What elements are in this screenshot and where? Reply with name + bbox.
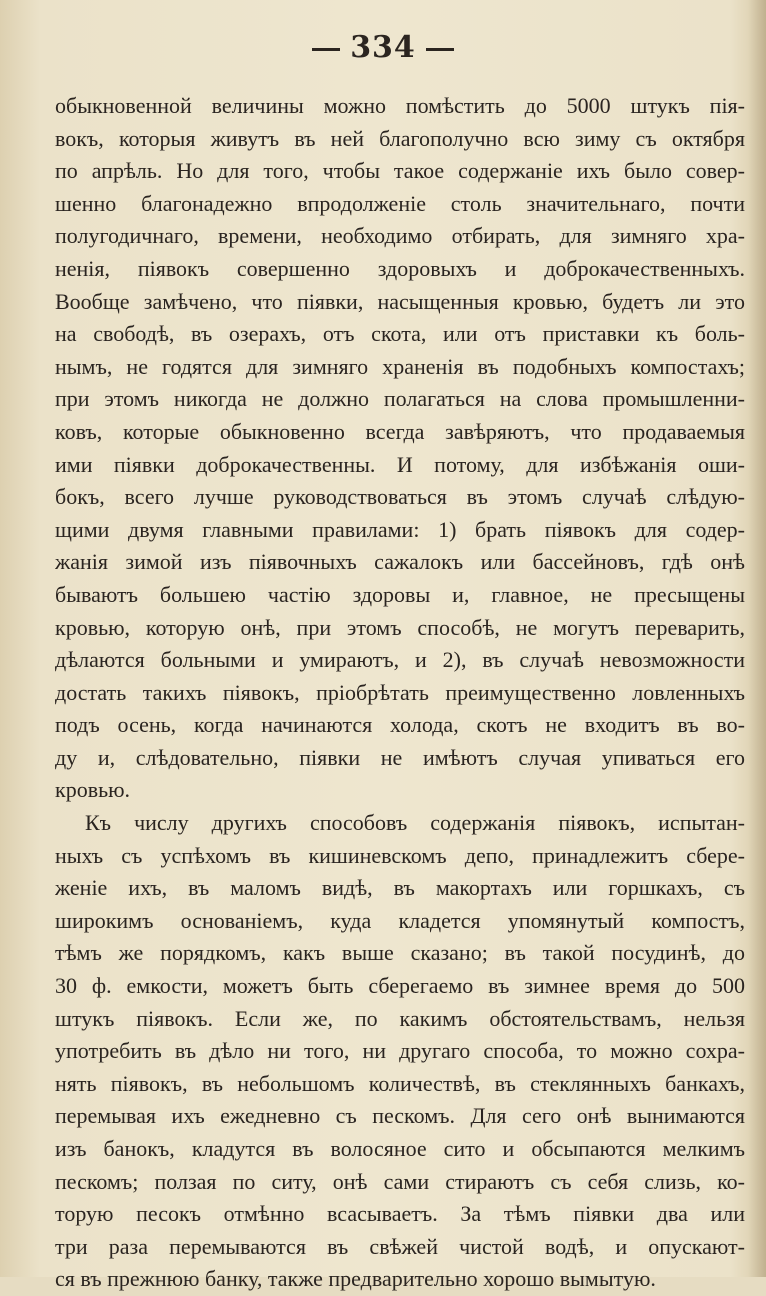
page-number: 334: [350, 30, 416, 65]
text-line: тѣмъ же порядкомъ, какъ выше сказано; въ такой посудинѣ, до: [55, 940, 745, 966]
text-line: на свободѣ, въ озерахъ, отъ скота, или отъ приставки къ боль-: [55, 321, 745, 347]
text-line: употребить въ дѣло ни того, ни другаго способа, то можно сохра-: [55, 1038, 745, 1064]
text-line: шенно благонадежно впродолженіе столь значительнаго, почти: [55, 190, 745, 216]
text-line: изъ банокъ, кладутся въ волосяное сито и обсыпаются мелкимъ: [55, 1136, 745, 1161]
text-line: нымъ, не годятся для зимняго храненія въ подобныхъ компостахъ;: [55, 353, 745, 379]
text-line: Къ числу другихъ способовъ содержанія піявокъ, испытан-: [85, 810, 745, 836]
header-dash-left: [312, 48, 340, 51]
text-line: дѣлаются больными и умираютъ, и 2), въ случаѣ невозможности: [55, 647, 745, 673]
text-line: женіе ихъ, въ маломъ видѣ, въ макортахъ или горшкахъ, съ: [55, 875, 745, 901]
text-line: подъ осень, когда начинаются холода, скотъ не входитъ въ во-: [55, 712, 745, 738]
text-line: жанія зимой изъ піявочныхъ сажалокъ или бассейновъ, гдѣ онѣ: [55, 549, 745, 575]
text-line: при этомъ никогда не должно полагаться на слова промышленни-: [55, 386, 745, 412]
text-line: достать такихъ піявокъ, пріобрѣтать преимущественно ловленныхъ: [55, 679, 745, 705]
text-line: ду и, слѣдовательно, піявки не имѣютъ случая упиваться его: [55, 744, 745, 770]
text-line: вокъ, которыя живутъ въ ней благополучно всю зиму съ октября: [55, 125, 745, 151]
page-header: [0, 30, 766, 65]
text-line: ся въ прежнюю банку, также предварительно хорошо вымытую.: [55, 1266, 656, 1292]
text-line: по апрѣль. Но для того, чтобы такое содержаніе ихъ было совер-: [55, 158, 745, 184]
text-line: ныхъ съ успѣхомъ въ кишиневскомъ депо, принадлежитъ сбере-: [55, 842, 745, 868]
text-line: кровью, которую онѣ, при этомъ способѣ, не могутъ переварить,: [55, 614, 745, 640]
text-line: перемывая ихъ ежедневно съ пескомъ. Для сего онѣ вынимаются: [55, 1103, 745, 1129]
text-line: Вообще замѣчено, что піявки, насыщенныя кровью, будетъ ли это: [55, 288, 745, 314]
text-line: ими піявки доброкачественны. И потому, для избѣжанія оши-: [55, 451, 745, 477]
text-line: три раза перемываются въ свѣжей чистой водѣ, и опускают-: [55, 1233, 745, 1259]
text-line: бываютъ большею частію здоровы и, главное, не пресыщены: [55, 581, 745, 607]
text-line: щими двумя главными правилами: 1) брать піявокъ для содер-: [55, 516, 745, 542]
text-line: торую песокъ отмѣнно всасываетъ. За тѣмъ піявки два или: [55, 1201, 745, 1227]
header-dash-right: [426, 48, 454, 51]
text-line: полугодичнаго, времени, необходимо отбирать, для зимняго хра-: [55, 223, 745, 249]
text-line: широкимъ основаніемъ, куда кладется упомянутый компостъ,: [55, 907, 745, 933]
page-edge-shadow: [748, 0, 766, 1277]
paragraph: [55, 807, 745, 1296]
text-line: бокъ, всего лучше руководствоваться въ этомъ случаѣ слѣдую-: [55, 484, 745, 510]
body-text: [55, 90, 745, 1296]
text-line: ненія, піявокъ совершенно здоровыхъ и доброкачественныхъ.: [55, 255, 745, 281]
text-line: обыкновенной величины можно помѣстить до 5000 штукъ пія-: [55, 93, 745, 118]
text-line: нять піявокъ, въ небольшомъ количествѣ, въ стеклянныхъ банкахъ,: [55, 1070, 745, 1096]
text-line: пескомъ; ползая по ситу, онѣ сами стираютъ съ себя слизь, ко-: [55, 1168, 745, 1194]
text-line: 30 ф. емкости, можетъ быть сберегаемо въ зимнее время до 500: [55, 973, 745, 999]
text-line: ковъ, которые обыкновенно всегда завѣряютъ, что продаваемыя: [55, 418, 745, 444]
text-line: штукъ піявокъ. Если же, по какимъ обстоятельствамъ, нельзя: [55, 1005, 745, 1031]
paragraph: [55, 90, 745, 807]
text-line: кровью.: [55, 777, 131, 803]
